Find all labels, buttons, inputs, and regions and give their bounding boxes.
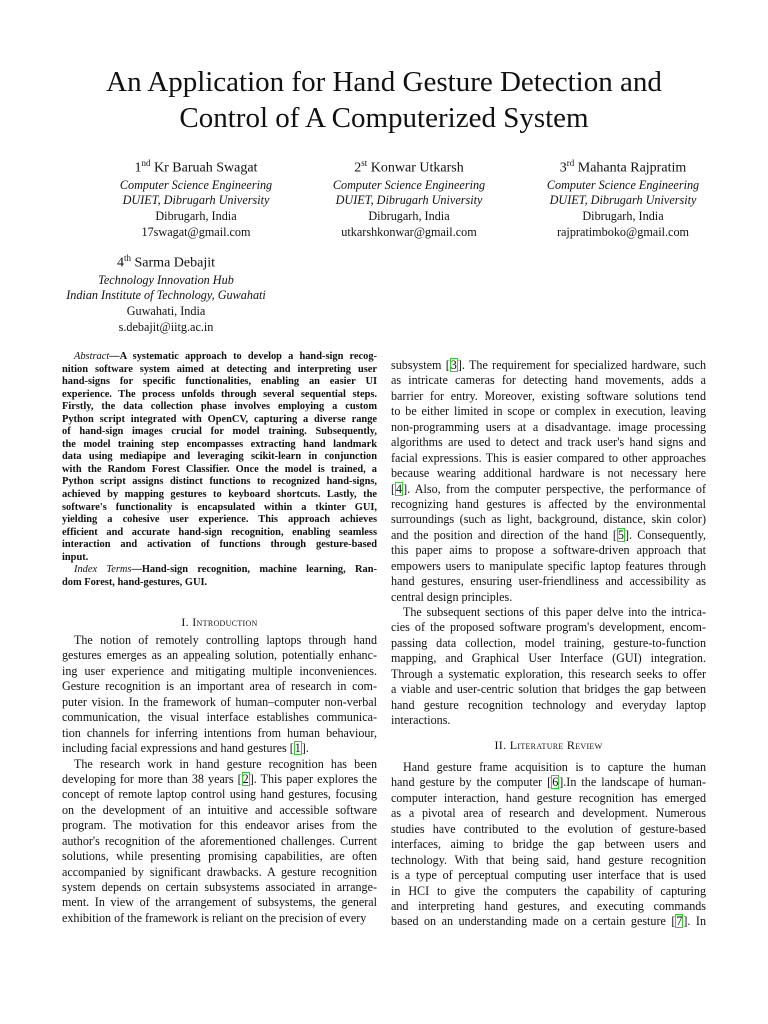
text-line: studies have contributed to the evolution of gesture-based <box>391 821 706 836</box>
author-org: DUIET, Dibrugarh University <box>549 193 697 208</box>
text-line: algorithms are used to detect and track user's hand signs and <box>391 435 706 450</box>
text-line: on the development of an intuitive and accessible software <box>62 802 377 817</box>
text-line: tion channels for inferring intentions from human behaviour, <box>62 725 377 740</box>
text-line: concept of remote laptop control using hand gestures, focusing <box>62 787 377 802</box>
text-line: recognizing hand gestures is affected by the environmental <box>391 496 706 511</box>
author-name-text: Konwar Utkarsh <box>370 160 464 176</box>
text-line: The research work in hand gesture recognition has been <box>74 756 377 771</box>
citation-link[interactable]: 6 <box>552 775 559 790</box>
author-ordinal-suffix: nd <box>141 158 151 168</box>
author-ordinal: 3 <box>559 160 567 176</box>
text-line: in HCI to give the computers the capability of capturing <box>391 883 706 898</box>
text-line: passing data collection, model training, gesture-to-function <box>391 635 706 650</box>
author-city: Dibrugarh, India <box>582 209 664 224</box>
text-line: developing for more than 38 years [2]. This paper explores the <box>62 771 377 786</box>
text-line: ment. In view of the arrangement of subsystems, the general <box>62 895 377 910</box>
text-line: interactions. <box>391 713 451 728</box>
section-title: Literature Review <box>509 738 603 752</box>
author-name <box>299 154 519 178</box>
text-line: The notion of remotely controlling laptops through hand <box>74 633 377 647</box>
text-line: interfaces, aiming to bridge the gap between users and <box>391 837 706 852</box>
citation-link[interactable]: 3 <box>450 358 457 372</box>
text-line: subsystem [3]. The requirement for specialized hardware, such <box>391 358 706 372</box>
author-org: Indian Institute of Technology, Guwahati <box>66 288 266 303</box>
text-line: hand gesture recognition technology and everyday laptop <box>391 697 706 712</box>
text-line: ing user experience and mitigating multiple inconveniences. <box>62 663 377 678</box>
text-line: gestures emerges as an appealing solution, potentially enhanc- <box>62 648 377 663</box>
text-line: Python script integrated with OpenCV, capturing a diverse range <box>62 413 377 425</box>
author-ordinal-suffix: th <box>124 253 132 263</box>
author-org: DUIET, Dibrugarh University <box>122 193 270 208</box>
text-line: mapping, and Graphical User Interface (GUI) integration. <box>391 651 706 666</box>
author-ordinal: 1 <box>134 160 142 176</box>
text-line: the model training step encompasses extracting hand landmark <box>62 438 377 450</box>
text-line: hand gesture by the computer [6].In the landscape of human- <box>391 775 706 790</box>
text-line: Gesture recognition is an important area of research in com- <box>62 679 377 694</box>
text-line: of hand-sign images crucial for model training. Subsequently, <box>62 426 377 438</box>
text-line: puter vision. In the framework of human–computer non-verbal <box>62 694 377 709</box>
text-line: facial expressions. This is easier compared to other approaches <box>391 450 706 465</box>
author-name-text: Mahanta Rajpratim <box>577 160 687 176</box>
section-heading-literature-review <box>391 738 706 753</box>
text-line: experience. The process unfolds through several sequential steps. <box>62 388 377 400</box>
text-line: Index Terms—Hand-sign recognition, machine learning, Ran- <box>74 564 377 576</box>
abstract-label: Abstract <box>74 351 110 362</box>
text-line: is a type of perceptual computing user interface that is used <box>391 868 706 883</box>
text-line: with the Random Forest Classifier. Once the model is trained, a <box>62 463 377 475</box>
citation-link[interactable]: 2 <box>242 771 249 786</box>
text-line: author's recognition of the aforementioned challenges. Current <box>62 833 377 848</box>
author-ordinal: 2 <box>354 160 362 176</box>
author-dept: Technology Innovation Hub <box>98 272 234 287</box>
text-line: non-programming users at a disadvantage. image processing <box>391 419 706 434</box>
text-line: including facial expressions and hand gestures [1]. <box>62 741 309 756</box>
text-line: central design principles. <box>391 589 513 604</box>
text-line: as a pivotal area of research and development. Numerous <box>391 806 706 821</box>
text-line: to be either limited in scope or complex in execution, leaving <box>391 404 706 419</box>
introduction-body <box>62 633 377 926</box>
section-title: Introduction <box>192 615 258 629</box>
text-line: efficient and accurate hand-sign recognition, enabling seamless <box>62 526 377 538</box>
abstract-label: Index Terms <box>74 564 132 576</box>
section-numeral: I. <box>181 615 189 629</box>
author-name <box>46 249 286 273</box>
text-line: accompanied by significant drawbacks. A gesture recognition <box>62 864 377 879</box>
text-line: Abstract—A systematic approach to develop a hand-sign recog- <box>74 351 377 362</box>
citation-link[interactable]: 1 <box>294 741 301 756</box>
text-line: yielding a cohesive user experience. This approach achieves <box>62 514 377 526</box>
author-block <box>299 154 519 241</box>
title-line: An Application for Hand Gesture Detection and <box>106 66 662 98</box>
text-line: [4]. Also, from the computer perspective, the performance of <box>391 481 706 496</box>
author-dept: Computer Science Engineering <box>332 177 486 192</box>
text-line: solutions, while presenting promising capabilities, are often <box>62 849 377 864</box>
text-line: cies of the proposed software program's development, encom- <box>391 620 706 635</box>
text-line: system depends on certain subsystems associated in arrange- <box>62 880 377 894</box>
author-dept: Computer Science Engineering <box>546 177 700 192</box>
section-heading-introduction <box>62 615 377 630</box>
abstract <box>62 351 377 589</box>
text-line: program. The motivation for this endeavor arises from the <box>62 818 377 833</box>
title-line: Control of A Computerized System <box>179 102 589 134</box>
author-block <box>86 154 306 241</box>
text-line: interaction and activation of functions through gesture-based <box>62 539 377 551</box>
right-column-body <box>391 358 706 729</box>
author-org: DUIET, Dibrugarh University <box>335 193 483 208</box>
citation-link[interactable]: 4 <box>396 481 403 496</box>
text-line: hand-signs for specific functionalities, enabling an easier UI <box>62 376 377 388</box>
text-line: as intricate cameras for detecting hand movements, adds a <box>391 373 706 388</box>
author-ordinal-suffix: rd <box>566 158 575 168</box>
text-line: exhibition of the framework is reliant on the precision of every <box>62 910 367 925</box>
text-line: computer interaction, hand gesture recognition has emerged <box>391 790 706 805</box>
text-line: empowers users to manipulate specific laptop features through <box>391 558 706 573</box>
literature-review-body <box>391 760 706 930</box>
author-dept: Computer Science Engineering <box>119 177 273 192</box>
text-line: software's functionality is encapsulated within a tkinter GUI, <box>62 501 377 513</box>
text-line: Firstly, the data collection phase involves employing a custom <box>62 401 377 413</box>
text-line: achieved by mapping gestures to keyboard shortcuts. Lastly, the <box>62 489 377 501</box>
text-line: technology. With that being said, hand gesture recognition <box>391 852 706 867</box>
text-line: Through a systematic exploration, this research seeks to offer <box>391 666 706 681</box>
text-line: and the position and direction of the hand [5]. Consequently, <box>391 527 707 542</box>
author-ordinal-suffix: st <box>361 158 368 168</box>
text-line: and interpreting hand gestures, and executing commands <box>391 898 706 913</box>
author-email[interactable]: s.debajit@iitg.ac.in <box>118 320 214 335</box>
author-block <box>46 249 286 336</box>
author-email[interactable]: rajpratimboko@gmail.com <box>556 225 690 240</box>
text-line: a viable and user-centric solution that bridges the gap between <box>391 682 706 697</box>
text-line: input. <box>62 551 89 563</box>
author-city: Dibrugarh, India <box>368 209 450 224</box>
author-block <box>513 154 733 241</box>
author-email[interactable]: 17swagat@gmail.com <box>141 225 251 240</box>
text-line: The subsequent sections of this paper delve into the intrica- <box>403 605 706 619</box>
text-line: because wearing additional hardware is not necessary here <box>391 466 706 481</box>
author-email[interactable]: utkarshkonwar@gmail.com <box>341 225 477 240</box>
author-name-text: Kr Baruah Swagat <box>154 160 258 176</box>
author-city: Guwahati, India <box>126 304 206 319</box>
text-line: Python script assigns distinct functions to recognized hand-signs, <box>62 476 377 488</box>
text-line: hand gestures, ensuring user-friendliness and accessibility as <box>391 574 706 589</box>
author-name <box>86 154 306 178</box>
paper-title <box>0 64 768 136</box>
text-line: this paper aims to propose a software-driven approach that <box>391 543 706 558</box>
text-line: surroundings (such as light, background, distance, skin color) <box>391 512 706 527</box>
author-name-text: Sarma Debajit <box>134 255 215 271</box>
text-line: barrier for entry. Moreover, existing software solutions tend <box>391 388 706 403</box>
author-name <box>513 154 733 178</box>
text-line: communication, the visual interface establishes communica- <box>62 710 377 725</box>
section-numeral: II. <box>494 738 507 752</box>
text-line: dom Forest, hand-gestures, GUI. <box>62 576 208 588</box>
citation-link[interactable]: 7 <box>676 914 683 929</box>
text-line: data using mediapipe and leveraging scikit-learn in conjunction <box>62 451 377 463</box>
citation-link[interactable]: 5 <box>617 527 624 542</box>
author-city: Dibrugarh, India <box>155 209 237 224</box>
author-ordinal: 4 <box>117 255 124 271</box>
text-line: nition software system aimed at detecting and interpreting user <box>62 363 377 375</box>
text-line: Hand gesture frame acquisition is to capture the human <box>403 760 706 774</box>
text-line: based on an understanding made on a certain gesture [7]. In <box>391 914 706 929</box>
